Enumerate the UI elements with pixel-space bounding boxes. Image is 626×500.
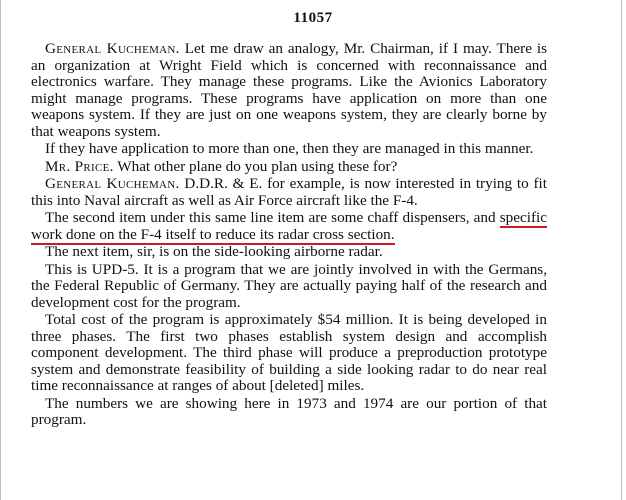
- highlighted-text: specific work done on the F-4 itself to reduce its radar cross section.: [31, 209, 547, 243]
- paragraph-text: Let me draw an analogy, Mr. Chairman, if I may. There is an organization at Wright Field which is concerned with reconnaissance and electronics warfare. They manage these programs. Like the Avionics Laboratory might manage programs. These programs have application on more than one weapons system. If they are just on one weapons system, they are clearly borne by that weapons system.: [31, 40, 548, 140]
- speaker-name: General Kucheman.: [45, 40, 180, 57]
- paragraph-text: The numbers we are showing here in 1973 and 1974 are our portion of that program.: [31, 394, 547, 428]
- paragraph: [31, 312, 547, 395]
- paragraph: [31, 244, 547, 261]
- page-left-edge: [0, 0, 1, 500]
- speaker-name: Mr. Price.: [45, 157, 114, 175]
- paragraph-text: D.D.R. & E. for example, is now interested in trying to fit this into Naval aircraft as well as Air Force aircraft like the F-4.: [31, 175, 547, 209]
- speaker-name: General Kucheman.: [45, 175, 180, 192]
- paragraph-text: If they have application to more than one, then they are managed in this manner.: [45, 140, 534, 157]
- paragraph-text: This is UPD-5. It is a program that we are jointly involved in with the Germans, the Federal Republic of Germany. They are actually paying half of the research and development cost for the program.: [31, 260, 547, 311]
- paragraph: [31, 159, 547, 176]
- page-right-edge: [621, 0, 622, 500]
- paragraph: [31, 176, 547, 209]
- paragraph: [31, 396, 547, 429]
- paragraph: [31, 141, 547, 158]
- paragraph: [31, 41, 547, 140]
- paragraph-text: Total cost of the program is approximately $54 million. It is being developed in three phases. The first two phases establish system design and accomplish component development. The third phase will produce a preproduction prototype system and demonstrate feasibility of building a side looking radar to do near real time reconnaissance at ranges of about [deleted] miles.: [31, 311, 547, 394]
- page-number: 11057: [293, 10, 333, 26]
- paragraph-text: The second item under this same line item are some chaff dispensers, and: [45, 209, 496, 226]
- document-body: [31, 41, 547, 429]
- paragraph-text: What other plane do you plan using these for?: [117, 157, 398, 175]
- paragraph-text: The next item, sir, is on the side-looking airborne radar.: [45, 243, 383, 260]
- paragraph: [31, 210, 547, 243]
- paragraph: [31, 262, 547, 312]
